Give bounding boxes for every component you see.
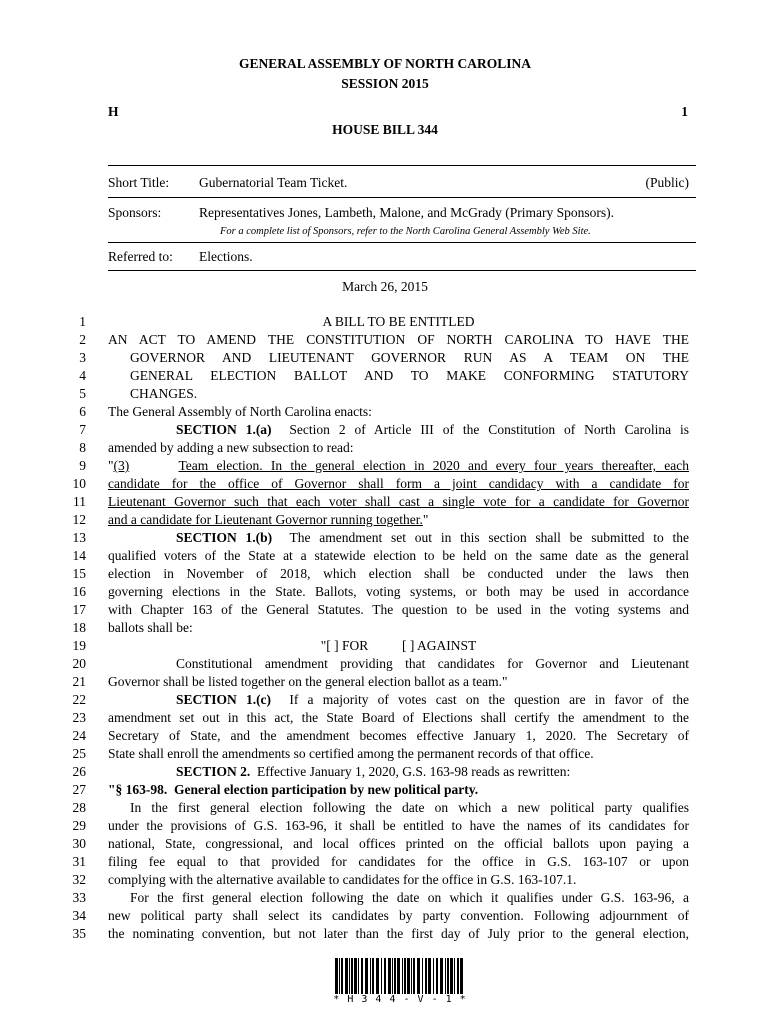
barcode-bar (407, 958, 410, 994)
sponsors-label: Sponsors: (108, 205, 162, 220)
barcode-bar (397, 958, 400, 994)
bill-line (108, 331, 689, 349)
line-text: Effective January 1, 2020, G.S. 163-98 reads as rewritten: (250, 764, 571, 779)
line-text: Section 2 of Article III of the Constitution of North Carolina is (271, 422, 689, 437)
line-text: Governor shall be listed together on the general election ballot as a team." (108, 674, 508, 689)
barcode-bar (433, 958, 434, 994)
line-text: The General Assembly of North Carolina enacts: (108, 404, 372, 419)
line-number: 35 (72, 926, 86, 941)
line-text: GOVERNOR AND LIEUTENANT GOVERNOR RUN AS A TEAM ON THE (130, 350, 689, 365)
line-number: 6 (79, 404, 86, 419)
line-number: 10 (72, 476, 86, 491)
bill-line (108, 457, 689, 475)
barcode-bar (339, 958, 340, 994)
line-number: 27 (72, 782, 86, 797)
line-number: 13 (72, 530, 86, 545)
line-text: amendment set out in this act, the State Board of Elections shall certify the amendment to the (108, 710, 689, 725)
referred-label: Referred to: (108, 249, 173, 264)
line-text: " (108, 458, 114, 473)
line-number: 24 (72, 728, 86, 743)
section-heading: SECTION 1.(c) (176, 692, 272, 707)
line-number: 8 (79, 440, 86, 455)
line-text: "[ ] FOR [ ] AGAINST (320, 638, 477, 653)
line-text: GENERAL ELECTION BALLOT AND TO MAKE CONFORMING STATUTORY (130, 368, 689, 383)
referred-value: Elections. (199, 249, 253, 264)
line-text: If a majority of votes cast on the question are in favor of the (271, 692, 689, 707)
bill-line (108, 619, 689, 637)
line-number: 28 (72, 800, 86, 815)
bill-line (108, 853, 689, 871)
line-number: 16 (72, 584, 86, 599)
line-text: A BILL TO BE ENTITLED (322, 314, 475, 329)
inserted-text: and a candidate for Lieutenant Governor running together. (108, 512, 423, 527)
barcode-bar (425, 958, 427, 994)
section-heading: SECTION 1.(a) (176, 422, 272, 437)
bill-line (108, 781, 689, 799)
bill-title: HOUSE BILL 344 (332, 122, 438, 137)
bill-line (130, 349, 689, 367)
line-text: CHANGES. (130, 386, 198, 401)
sponsors-value: Representatives Jones, Lambeth, Malone, and McGrady (Primary Sponsors). (199, 205, 615, 220)
barcode-bar (436, 958, 438, 994)
barcode-bar (372, 958, 374, 994)
sponsors-note: For a complete list of Sponsors, refer to the North Carolina General Assembly Web Site. (220, 226, 591, 237)
session-title: SESSION 2015 (341, 76, 429, 91)
barcode-bar (404, 958, 406, 994)
line-number: 22 (72, 692, 86, 707)
bill-line (108, 871, 689, 889)
bill-line (130, 799, 689, 817)
barcode-bar (354, 958, 357, 994)
bill-line (108, 817, 689, 835)
barcode-bar (422, 958, 423, 994)
section-heading: SECTION 1.(b) (176, 530, 273, 545)
line-number: 19 (72, 638, 86, 653)
line-number: 33 (72, 890, 86, 905)
line-text: " (422, 512, 429, 527)
line-number: 4 (79, 368, 86, 383)
section-heading: "§ 163-98. General election participation by new political party. (108, 782, 479, 797)
bill-line (108, 709, 689, 727)
chamber-letter: H (108, 104, 119, 119)
bill-line (108, 727, 689, 745)
divider (108, 165, 696, 166)
bill-line (176, 691, 689, 709)
line-number: 9 (79, 458, 86, 473)
line-number: 11 (73, 494, 86, 509)
line-text: In the first general election following the date on which a new political party qualifies (130, 800, 689, 815)
bill-date: March 26, 2015 (342, 279, 428, 294)
bill-line (176, 763, 689, 781)
barcode-bar (381, 958, 382, 994)
barcode-bar (450, 958, 453, 994)
line-number: 23 (72, 710, 86, 725)
bill-line (108, 583, 689, 601)
bill-line (176, 529, 689, 547)
barcode-bar (392, 958, 393, 994)
line-text: under the provisions of G.S. 163-96, it shall be entitled to have the names of its candidates for (108, 818, 689, 833)
bill-line (108, 601, 689, 619)
line-number: 18 (72, 620, 86, 635)
line-number: 30 (72, 836, 86, 851)
line-text: Constitutional amendment providing that candidates for Governor and Lieutenant (176, 656, 689, 671)
line-number: 1 (79, 314, 86, 329)
barcode-bar (447, 958, 449, 994)
barcode-bar (351, 958, 353, 994)
barcode-image (335, 958, 465, 994)
line-text: Secretary of State, and the amendment becomes effective January 1, 2020. The Secretary of (108, 728, 689, 743)
barcode-bar (454, 958, 455, 994)
bill-line (108, 511, 689, 529)
inserted-text: Lieutenant Governor such that each voter shall cast a single vote for a candidate for Governor (108, 494, 689, 509)
barcode-bar (384, 958, 386, 994)
bill-line (130, 367, 689, 385)
bill-line (108, 403, 689, 421)
inserted-text: candidate for the office of Governor shall form a joint candidacy with a candidate for (108, 476, 689, 491)
line-text: with Chapter 163 of the General Statutes. The question to be used in the voting systems and (108, 602, 689, 617)
line-text: filing fee equal to that provided for candidates for the office in G.S. 163-107 or upon (108, 854, 689, 869)
barcode-bar (460, 958, 463, 994)
bill-line (108, 313, 689, 331)
line-text: national, State, congressional, and local offices printed on the official ballots upon paying a (108, 836, 689, 851)
line-text: complying with the alternative available to candidates for the office in G.S. 163-107.1. (108, 872, 577, 887)
bill-line (108, 907, 689, 925)
line-text: AN ACT TO AMEND THE CONSTITUTION OF NORTH CAROLINA TO HAVE THE (108, 332, 689, 347)
bill-line (130, 889, 689, 907)
bill-type: (Public) (645, 175, 689, 190)
barcode-bar (394, 958, 396, 994)
barcode-bar (388, 958, 391, 994)
barcode-bar (335, 958, 338, 994)
line-text: For the first general election following the date on which it qualifies under G.S. 163-96, a (130, 890, 689, 905)
barcode-bar (349, 958, 350, 994)
inserted-text: (3) (113, 458, 130, 473)
line-text: amended by adding a new subsection to read: (108, 440, 354, 455)
divider (108, 270, 696, 271)
line-text: election in November of 2018, which election shall be conducted under the laws then (108, 566, 689, 581)
bill-line (108, 439, 689, 457)
bill-line (108, 493, 689, 511)
line-number: 25 (72, 746, 86, 761)
line-text: The amendment set out in this section shall be submitted to the (272, 530, 689, 545)
assembly-title: GENERAL ASSEMBLY OF NORTH CAROLINA (238, 56, 532, 71)
divider (108, 197, 696, 198)
barcode-bar (413, 958, 415, 994)
bill-line (108, 745, 689, 763)
line-text: new political party shall select its candidates by party convention. Following adjournment of (108, 908, 689, 923)
line-text: qualified voters of the State at a statewide election to be held on the same date as the general (108, 548, 689, 563)
barcode-bar (345, 958, 348, 994)
line-text: State shall enroll the amendments so certified among the permanent records of that office. (108, 746, 594, 761)
line-number: 3 (79, 350, 86, 365)
bill-line (108, 547, 689, 565)
barcode-bar (440, 958, 443, 994)
line-number: 20 (72, 656, 86, 671)
line-number: 31 (72, 854, 86, 869)
line-number: 7 (79, 422, 86, 437)
line-text: governing elections in the State. Ballots, voting systems, or both may be used in accordance (108, 584, 689, 599)
barcode-bar (376, 958, 379, 994)
line-number: 32 (72, 872, 86, 887)
barcode-bar (361, 958, 363, 994)
line-number: 2 (79, 332, 86, 347)
line-number: 17 (72, 602, 86, 617)
bill-line (108, 637, 689, 655)
bill-line (108, 925, 689, 943)
line-number: 15 (72, 566, 86, 581)
barcode-bar (358, 958, 359, 994)
bill-line (108, 565, 689, 583)
line-number: 5 (79, 386, 86, 401)
inserted-text: Team election. In the general election in 2020 and every four years thereafter, each (178, 458, 689, 473)
line-number: 21 (72, 674, 86, 689)
barcode-bar (365, 958, 368, 994)
line-text (129, 458, 178, 473)
line-number: 29 (72, 818, 86, 833)
short-title-label: Short Title: (108, 175, 170, 190)
short-title-value: Gubernatorial Team Ticket. (199, 175, 348, 190)
barcode-bar (341, 958, 343, 994)
line-text: ballots shall be: (108, 620, 193, 635)
line-number: 14 (72, 548, 86, 563)
bill-line (176, 655, 689, 673)
bill-line (176, 421, 689, 439)
barcode-bar (457, 958, 459, 994)
version-number: 1 (681, 104, 688, 119)
line-number: 12 (72, 512, 86, 527)
line-text: the nominating convention, but not later than the first day of July prior to the general election, (108, 926, 689, 941)
bill-line (130, 385, 689, 403)
bill-line (108, 673, 689, 691)
barcode-bar (428, 958, 431, 994)
barcode-bar (402, 958, 403, 994)
barcode-bar (411, 958, 412, 994)
bill-line (108, 475, 689, 493)
line-number: 26 (72, 764, 86, 779)
line-number: 34 (72, 908, 86, 923)
section-heading: SECTION 2. (176, 764, 251, 779)
barcode-text: * H 3 4 4 - V - 1 * (333, 994, 467, 1005)
barcode-bar (417, 958, 420, 994)
bill-line (108, 835, 689, 853)
barcode-bar (370, 958, 371, 994)
divider (108, 242, 696, 243)
barcode-bar (445, 958, 446, 994)
